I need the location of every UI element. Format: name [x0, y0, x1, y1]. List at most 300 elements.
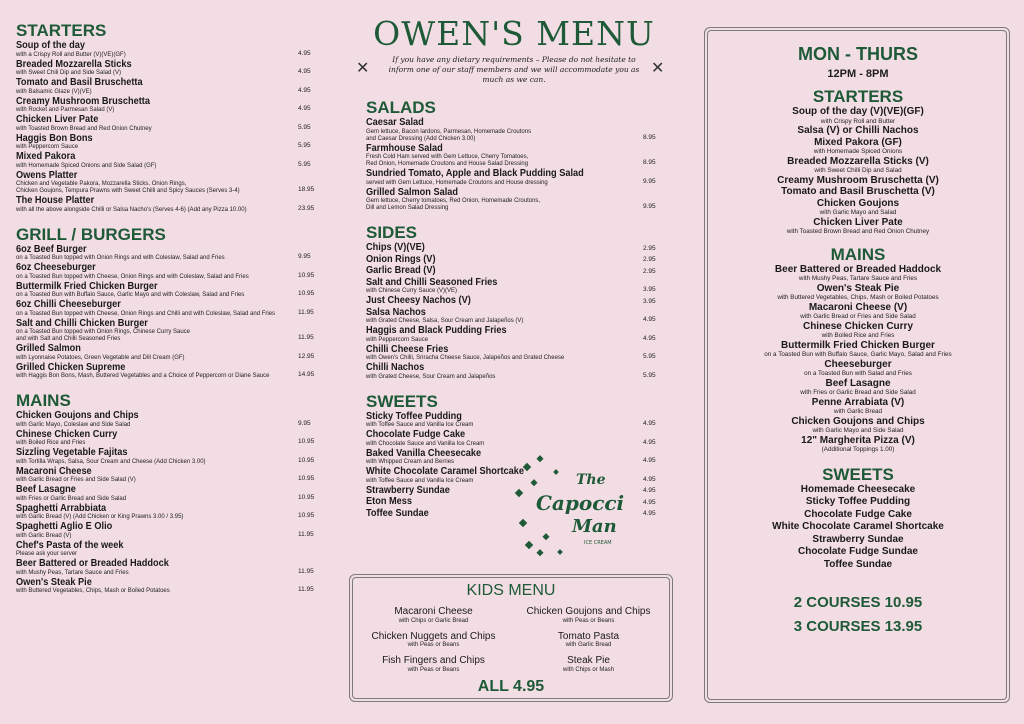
offer-sweet-item: Toffee Sundae: [823, 558, 893, 570]
menu-item-text: [16, 343, 298, 362]
menu-item: [16, 59, 316, 78]
menu-item-name: Caesar Salad: [366, 117, 424, 128]
menu-item-price: 2.95: [643, 267, 656, 275]
kids-item-desc: with Peas or Beans: [562, 617, 615, 624]
menu-item-price: 9.95: [643, 203, 656, 210]
menu-item-name: Farmhouse Salad: [366, 142, 443, 154]
offer-item-desc: with Mushy Peas, Tartare Sauce and Fries: [798, 275, 918, 282]
menu-item-desc: with Owen's Chilli, Sriracha Cheese Sauce, Jalapeños and Grated Cheese: [366, 355, 565, 361]
menu-item-text: [16, 362, 298, 381]
menu-item-text: [366, 143, 643, 169]
menu-item-price: 9.95: [643, 177, 656, 185]
menu-item-name: 6oz Beef Burger: [16, 243, 87, 255]
menu-item-desc2: Chicken Goujons, Tempura Prawns with Sweet Chilli and Spicy Sauces (Serves 3-4): [16, 188, 240, 194]
menu-item-desc: with Garlic Mayo, Coleslaw and Side Salad: [16, 421, 131, 428]
menu-item-text: [16, 318, 298, 344]
menu-item-price: 4.95: [298, 49, 311, 57]
menu-item-price: 10.95: [298, 493, 315, 501]
menu-item: [16, 151, 316, 170]
offer-days: MON - THURS: [798, 44, 918, 64]
menu-item: [366, 265, 665, 277]
menu-item-desc: with Haggis Bon Bons, Mash, Buttered Vegetables and a Choice of Peppercorn or Diane Sauce: [16, 373, 270, 379]
menu-item-desc: Gem lettuce, Bacon lardons, Parmesan, Homemade Croutons: [366, 128, 532, 135]
menu-item-price: 11.95: [298, 567, 314, 575]
offer-item-name: Cheeseburger: [824, 358, 892, 370]
kids-item-desc: with Garlic Bread: [565, 642, 612, 648]
menu-item-name: Chips (V)(VE): [366, 242, 425, 253]
offer-item-desc: with Crispy Roll and Butter: [820, 117, 896, 125]
menu-item: [16, 521, 316, 540]
offer-mains-heading: MAINS: [830, 244, 886, 264]
offer-item-desc: on a Toasted Bun with Buffalo Sauce, Garlic Mayo, Salad and Fries: [764, 351, 952, 358]
menu-item-desc2: and Caesar Dressing (Add Chicken 3.00): [366, 135, 476, 142]
menu-item-name: Toffee Sundae: [366, 507, 429, 519]
section-heading: SWEETS: [366, 391, 438, 411]
menu-item-desc: with Grated Cheese, Sour Cream and Jalapeños: [366, 373, 496, 380]
menu-item-text: [366, 265, 643, 277]
offer-item: [707, 283, 1009, 302]
menu-item: [16, 503, 316, 522]
menu-item-price: 5.95: [298, 123, 311, 131]
kids-item-name: Chicken Nuggets and Chips: [371, 630, 496, 642]
offer-item-desc: with Homemade Spiced Onions: [813, 148, 903, 155]
kids-menu-heading: KIDS MENU: [466, 582, 556, 599]
menu-item-name: Salsa Nachos: [366, 306, 426, 318]
logo-line3: Man: [572, 516, 617, 537]
section-heading: SALADS: [366, 98, 436, 117]
offer-item-desc: with Toasted Brown Bread and Red Onion Chutney: [786, 228, 930, 235]
kids-menu-item: [359, 655, 509, 674]
offer-item-desc: on a Toasted Bun with Salad and Fries: [804, 370, 912, 377]
menu-item: [16, 77, 316, 96]
menu-item-text: [366, 254, 643, 266]
menu-item-name: The House Platter: [16, 195, 95, 206]
menu-item: [16, 40, 316, 59]
menu-item-name: Beer Battered or Breaded Haddock: [16, 558, 169, 569]
offer-item: [707, 198, 1009, 217]
menu-item-desc: with Peppercorn Sauce: [366, 336, 429, 343]
menu-item-name: Grilled Salmon: [16, 343, 81, 354]
menu-item-text: [16, 114, 298, 133]
menu-item-desc: with Garlic Bread or Fries and Side Salad (V): [16, 477, 136, 483]
menu-item-name: Macaroni Cheese: [16, 465, 92, 477]
menu-item-text: [16, 447, 298, 466]
menu-item-desc: with Mushy Peas, Tartare Sauce and Fries: [16, 569, 129, 576]
offer-item: [707, 175, 1009, 187]
cutlery-icon-right: ✕: [651, 60, 665, 77]
menu-item-name: Owens Platter: [16, 169, 78, 181]
menu-item-text: [16, 281, 298, 300]
menu-item-price: 4.95: [643, 457, 656, 464]
kids-item-desc: with Chips or Garlic Bread: [398, 617, 469, 624]
menu-item-price: 11.95: [298, 586, 314, 593]
offer-sweets-heading: SWEETS: [822, 464, 894, 484]
menu-item-desc: on a Toasted Bun topped with Cheese, Onion Rings and Chilli and with Coleslaw, Salad and Fries: [16, 310, 276, 317]
menu-item-text: [16, 429, 298, 448]
offer-item: [707, 416, 1009, 435]
offer-item: [707, 321, 1009, 340]
menu-item-desc: Please ask your server: [16, 551, 78, 557]
menu-item-price: 10.95: [298, 512, 315, 519]
menu-item-price: 8.95: [643, 159, 656, 166]
menu-item-name: Sizzling Vegetable Fajitas: [16, 447, 128, 458]
offer-item-name: Chicken Goujons and Chips: [791, 415, 925, 427]
menu-item-text: [366, 187, 643, 213]
menu-item-price: 11.95: [298, 334, 314, 341]
menu-item-text: [16, 195, 298, 214]
menu-item: [366, 344, 665, 363]
menu-item-text: [366, 411, 643, 430]
menu-item: [16, 429, 316, 448]
offer-item-name: Buttermilk Fried Chicken Burger: [781, 339, 935, 351]
menu-item-text: [16, 244, 298, 263]
menu-item-desc: with a Crispy Roll and Butter (V)(VE)(GF): [16, 51, 126, 58]
section-heading: MAINS: [16, 391, 71, 410]
left-menu-column: [16, 20, 316, 595]
menu-item-price: 10.95: [298, 438, 315, 445]
menu-item-price: 10.95: [298, 271, 315, 279]
menu-item-desc: with Rocket and Parmesan Salad (V): [16, 107, 115, 113]
menu-item-price: 5.95: [298, 142, 311, 149]
offer-item: [707, 137, 1009, 156]
menu-item-text: [16, 59, 298, 78]
menu-item-price: 10.95: [298, 456, 315, 464]
offer-sweet-item: White Chocolate Caramel Shortcake: [772, 521, 944, 532]
kids-item-desc: with Peas or Beans: [407, 666, 460, 673]
menu-item-desc: Chicken and Vegetable Pakora, Mozzarella Sticks, Onion Rings,: [16, 181, 187, 187]
offer-item-name: Tomato and Basil Bruschetta (V): [781, 186, 935, 197]
offer-item-name: Salsa (V) or Chilli Nachos: [797, 125, 919, 136]
menu-item-text: [366, 429, 643, 448]
menu-item-price: 4.95: [643, 487, 656, 494]
menu-item-name: Spaghetti Aglio E Olio: [16, 521, 113, 532]
menu-item-name: Chilli Cheese Fries: [366, 343, 449, 355]
offer-column: [707, 42, 1009, 639]
menu-item-name: Beef Lasagne: [16, 484, 76, 495]
offer-item: [707, 125, 1009, 137]
menu-item: [16, 447, 316, 466]
menu-item-text: [16, 558, 298, 577]
menu-item-desc: on a Toasted Bun topped with Cheese, Onion Rings and with Coleslaw, Salad and Fries: [16, 273, 249, 280]
menu-item-text: [366, 344, 643, 363]
offer-item-name: Creamy Mushroom Bruschetta (V): [777, 174, 939, 186]
menu-item: [366, 117, 665, 143]
kids-menu: [352, 580, 670, 696]
offer-sweet-item: Homemade Cheesecake: [800, 483, 916, 495]
menu-item: [16, 114, 316, 133]
menu-item: [366, 168, 665, 187]
menu-item: [16, 262, 316, 281]
menu-item-price: 9.95: [298, 253, 311, 260]
offer-item-name: Macaroni Cheese (V): [808, 301, 908, 313]
offer-item-name: Chinese Chicken Curry: [802, 320, 914, 332]
menu-item-name: Chicken Liver Pate: [16, 114, 99, 125]
menu-item-desc: with Balsamic Glaze (V)(VE): [16, 88, 92, 95]
menu-item-price: 12.95: [298, 352, 315, 360]
menu-item-price: 5.95: [643, 371, 656, 379]
menu-item-price: 4.95: [298, 86, 311, 94]
menu-item-price: 4.95: [643, 498, 656, 506]
menu-item-price: 4.95: [643, 510, 656, 517]
menu-item: [366, 277, 665, 296]
menu-item: [366, 429, 665, 448]
menu-item-desc: on a Toasted Bun topped with Onion Rings, Chinese Curry Sauce: [16, 329, 190, 335]
menu-item: [16, 318, 316, 344]
offer-item-desc: with Boiled Rice and Fries: [821, 332, 895, 339]
menu-item-text: [366, 307, 643, 326]
menu-item-desc: with Chinese Curry Sauce (V)(VE): [366, 288, 458, 294]
kids-menu-item: [359, 606, 509, 625]
menu-item-price: 4.95: [643, 334, 656, 342]
logo-line1: The: [576, 472, 606, 488]
offer-item-desc: with Garlic Mayo and Side Salad: [812, 427, 904, 434]
offer-item-name: Beer Battered or Breaded Haddock: [774, 263, 942, 275]
menu-item-name: Chicken Goujons and Chips: [16, 410, 139, 421]
kids-item-desc: with Peas or Beans: [407, 642, 460, 648]
menu-item-desc: with Grated Cheese, Salsa, Sour Cream and Jalapeños (V): [366, 318, 524, 324]
menu-item-desc: Fresh Cold Ham served with Gem Lettuce, Cherry Tomatoes,: [366, 154, 529, 160]
offer-item-name: Chicken Goujons: [816, 197, 900, 209]
menu-item-desc: Gem lettuce, Cherry tomatoes, Red Onion, Homemade Croutons,: [366, 198, 541, 204]
menu-item: [16, 343, 316, 362]
menu-item-price: 4.95: [298, 105, 311, 112]
menu-item: [366, 362, 665, 381]
offer-item-name: 12" Margherita Pizza (V): [801, 434, 915, 446]
menu-item: [366, 295, 665, 307]
offer-item: [707, 106, 1009, 125]
menu-item: [16, 362, 316, 381]
menu-item: [16, 281, 316, 300]
menu-item-price: 4.95: [643, 420, 656, 427]
menu-item-name: Owen's Steak Pie: [16, 576, 92, 588]
offer-item: [707, 156, 1009, 175]
kids-menu-price: ALL 4.95: [477, 677, 545, 695]
menu-item-price: 10.95: [298, 290, 315, 297]
menu-item-text: [16, 299, 298, 318]
section-heading: GRILL / BURGERS: [16, 224, 166, 244]
menu-item: [366, 411, 665, 430]
menu-item-price: 10.95: [298, 475, 315, 482]
menu-item-name: Sundried Tomato, Apple and Black Pudding Salad: [366, 168, 584, 179]
menu-item-desc: with Chocolate Sauce and Vanilla Ice Cream: [366, 440, 485, 447]
menu-item-name: Haggis Bon Bons: [16, 132, 93, 144]
menu-item-name: Mixed Pakora: [16, 151, 76, 162]
menu-item-text: [16, 466, 298, 485]
section-heading: SIDES: [366, 223, 418, 242]
menu-item: [16, 299, 316, 318]
offer-item: [707, 302, 1009, 321]
offer-item-name: Soup of the day (V)(VE)(GF): [792, 106, 924, 117]
menu-item-name: Grilled Chicken Supreme: [16, 361, 126, 373]
menu-item-text: [366, 277, 643, 296]
menu-item-text: [366, 295, 643, 307]
menu-item: [16, 410, 316, 429]
menu-item-desc: with Tortilla Wraps, Salsa, Sour Cream and Cheese (Add Chicken 3.00): [16, 458, 206, 465]
menu-item-name: Strawberry Sundae: [366, 484, 450, 496]
menu-item-name: Onion Rings (V): [366, 253, 436, 265]
menu-item: [16, 133, 316, 152]
offer-item: [707, 340, 1009, 359]
menu-item-name: Chocolate Fudge Cake: [366, 429, 466, 440]
menu-item-price: 4.95: [643, 316, 656, 323]
menu-item-text: [16, 521, 298, 540]
menu-item-price: 9.95: [298, 419, 311, 427]
menu-item: [16, 195, 316, 214]
menu-item: [16, 558, 316, 577]
menu-item-desc: with Fries or Garlic Bread and Side Salad: [16, 495, 127, 502]
kids-item-name: Chicken Goujons and Chips: [526, 606, 651, 617]
menu-item-text: [16, 170, 298, 196]
menu-item-name: Eton Mess: [366, 496, 413, 507]
offer-item-desc: with Garlic Mayo and Salad: [819, 209, 897, 216]
menu-item: [366, 187, 665, 213]
menu-item-price: 11.95: [298, 308, 314, 316]
offer-item-desc: (Additional Toppings 1.00): [821, 446, 895, 453]
menu-item: [366, 325, 665, 344]
offer-item-name: Beef Lasagne: [825, 377, 891, 389]
center-menu-column: [355, 0, 673, 519]
menu-item-text: [16, 133, 298, 152]
menu-item-name: Haggis and Black Pudding Fries: [366, 325, 507, 336]
offer-item: [707, 264, 1009, 283]
menu-item-desc: with Garlic Bread (V) (Add Chicken or King Prawns 3.00 / 3.95): [16, 514, 184, 520]
menu-item-text: [16, 484, 298, 503]
menu-item-desc: served with Gem Lettuce, Homemade Croutons and House dressing: [366, 179, 548, 186]
menu-title: OWEN'S MENU: [373, 14, 655, 53]
logo-sub: ICE CREAM: [584, 540, 612, 546]
menu-item-name: Breaded Mozzarella Sticks: [16, 58, 132, 70]
menu-item: [16, 540, 316, 559]
offer-sweet-item: Strawberry Sundae: [812, 533, 904, 545]
menu-item-name: Sticky Toffee Pudding: [366, 410, 462, 422]
two-course-price: 2 COURSES 10.95: [793, 594, 923, 611]
kids-menu-item: [514, 631, 664, 650]
menu-item-name: Chinese Chicken Curry: [16, 428, 118, 440]
menu-item-desc2: Red Onion, Homemade Croutons and House Salad Dressing: [366, 161, 529, 167]
menu-item-price: 5.95: [298, 160, 311, 168]
offer-item-desc: with Garlic Bread: [834, 408, 882, 415]
offer-hours: 12PM - 8PM: [827, 68, 889, 80]
menu-item-price: 3.95: [643, 297, 656, 305]
kids-item-name: Fish Fingers and Chips: [382, 655, 485, 666]
menu-item-desc: with Boiled Rice and Fries: [16, 440, 86, 446]
offer-prices: [707, 591, 1009, 639]
menu-item-price: 11.95: [298, 530, 314, 538]
cutlery-icon-left: ✕: [356, 60, 370, 77]
kids-menu-item: [514, 655, 664, 674]
menu-item-name: Salt and Chilli Seasoned Fries: [366, 276, 498, 288]
offer-item: [707, 186, 1009, 198]
menu-item-name: Garlic Bread (V): [366, 265, 436, 276]
menu-item: [16, 466, 316, 485]
menu-item-price: 5.95: [643, 353, 656, 360]
menu-item-text: [16, 96, 298, 115]
menu-item-name: Spaghetti Arrabbiata: [16, 502, 107, 514]
menu-item-text: [16, 40, 298, 59]
menu-item-name: Creamy Mushroom Bruschetta: [16, 95, 150, 107]
menu-item-name: Just Cheesy Nachos (V): [366, 295, 471, 306]
menu-item-text: [16, 262, 298, 281]
menu-item-price: 4.95: [643, 438, 656, 446]
menu-item-price: 4.95: [298, 68, 311, 75]
menu-item-desc: with Toffee Sauce and Vanilla Ice Cream: [366, 477, 474, 484]
menu-item-name: Chilli Nachos: [366, 362, 425, 373]
menu-item-name: White Chocolate Caramel Shortcake: [366, 466, 524, 477]
dietary-note: If you have any dietary requirements – Please do not hesitate to inform one of our staff members and we will accommodate you as much as we can.: [388, 55, 640, 84]
kids-item-desc: with Chips or Mash: [562, 666, 615, 673]
kids-item-name: Macaroni Cheese: [394, 606, 473, 617]
menu-item-desc: with Peppercorn Sauce: [16, 144, 79, 150]
menu-item-text: [366, 325, 643, 344]
menu-item: [16, 244, 316, 263]
menu-item-desc: with Toffee Sauce and Vanilla Ice Cream: [366, 422, 474, 428]
menu-item-text: [366, 242, 643, 254]
offer-item-name: Owen's Steak Pie: [816, 282, 900, 294]
menu-item-desc: on a Toasted Bun topped with Onion Rings and with Coleslaw, Salad and Fries: [16, 255, 225, 261]
offer-item-desc: with Sweet Chilli Dip and Salad: [814, 167, 902, 174]
menu-item-name: 6oz Chilli Cheeseburger: [16, 299, 121, 310]
offer-item-desc: with Buttered Vegetables, Chips, Mash or Boiled Potatoes: [777, 294, 939, 301]
offer-sweet-item: Chocolate Fudge Sundae: [797, 546, 918, 557]
menu-item-text: [16, 410, 298, 429]
menu-item-desc: with Homemade Spiced Onions and Side Salad (GF): [16, 162, 157, 169]
menu-item: [366, 254, 665, 266]
menu-item-desc: with Toasted Brown Bread and Red Onion Chutney: [16, 125, 152, 132]
menu-item-name: Grilled Salmon Salad: [366, 186, 459, 198]
menu-item-name: Baked Vanilla Cheesecake: [366, 447, 482, 459]
menu-item-desc: with Sweet Chili Dip and Side Salad (V): [16, 70, 122, 76]
menu-item-price: 2.95: [643, 244, 656, 252]
offer-item: [707, 217, 1009, 236]
menu-item-text: [16, 151, 298, 170]
kids-menu-item: [359, 631, 509, 650]
menu-item-name: Soup of the day: [16, 40, 85, 51]
menu-item-price: 14.95: [298, 371, 315, 378]
kids-item-name: Tomato Pasta: [557, 630, 620, 642]
menu-item-desc: with Buttered Vegetables, Chips, Mash or Boiled Potatoes: [16, 588, 170, 594]
menu-item-name: Chef's Pasta of the week: [16, 539, 124, 551]
offer-item-desc: with Fries or Garlic Bread and Side Salad: [800, 389, 916, 396]
offer-sweet-item: Sticky Toffee Pudding: [805, 496, 911, 507]
menu-item: [16, 96, 316, 115]
menu-item: [16, 484, 316, 503]
menu-item-desc: with all the above alongside Chilli or Salsa Nacho's (Serves 4-6) (Add any Pizza 10.00): [16, 206, 247, 213]
menu-item-text: [366, 117, 643, 143]
offer-item: [707, 359, 1009, 378]
menu-item: [366, 307, 665, 326]
menu-item: [366, 143, 665, 169]
offer-item: [707, 397, 1009, 416]
capocci-man-logo: [514, 450, 634, 560]
logo-line2: Capocci: [536, 491, 625, 515]
menu-item-name: Tomato and Basil Bruschetta: [16, 77, 143, 88]
section-heading: STARTERS: [16, 21, 107, 40]
offer-item-name: Breaded Mozzarella Sticks (V): [787, 155, 929, 167]
offer-starters-heading: STARTERS: [812, 87, 904, 106]
menu-item-desc2: Dill and Lemon Salad Dressing: [366, 205, 449, 211]
menu-item-text: [16, 77, 298, 96]
menu-item-desc: with Lyonnaise Potatoes, Green Vegetable and Dill Cream (GF): [16, 354, 185, 361]
offer-item: [707, 435, 1009, 454]
menu-item-name: 6oz Cheeseburger: [16, 262, 96, 273]
menu-item-name: Buttermilk Fried Chicken Burger: [16, 280, 158, 292]
menu-item-desc: with Garlic Bread (V): [16, 532, 72, 539]
menu-item-price: 3.95: [643, 286, 656, 293]
menu-item-price: 18.95: [298, 186, 315, 193]
menu-item-name: Salt and Chilli Chicken Burger: [16, 317, 148, 329]
menu-item: [16, 170, 316, 196]
menu-item-price: 8.95: [643, 133, 656, 141]
